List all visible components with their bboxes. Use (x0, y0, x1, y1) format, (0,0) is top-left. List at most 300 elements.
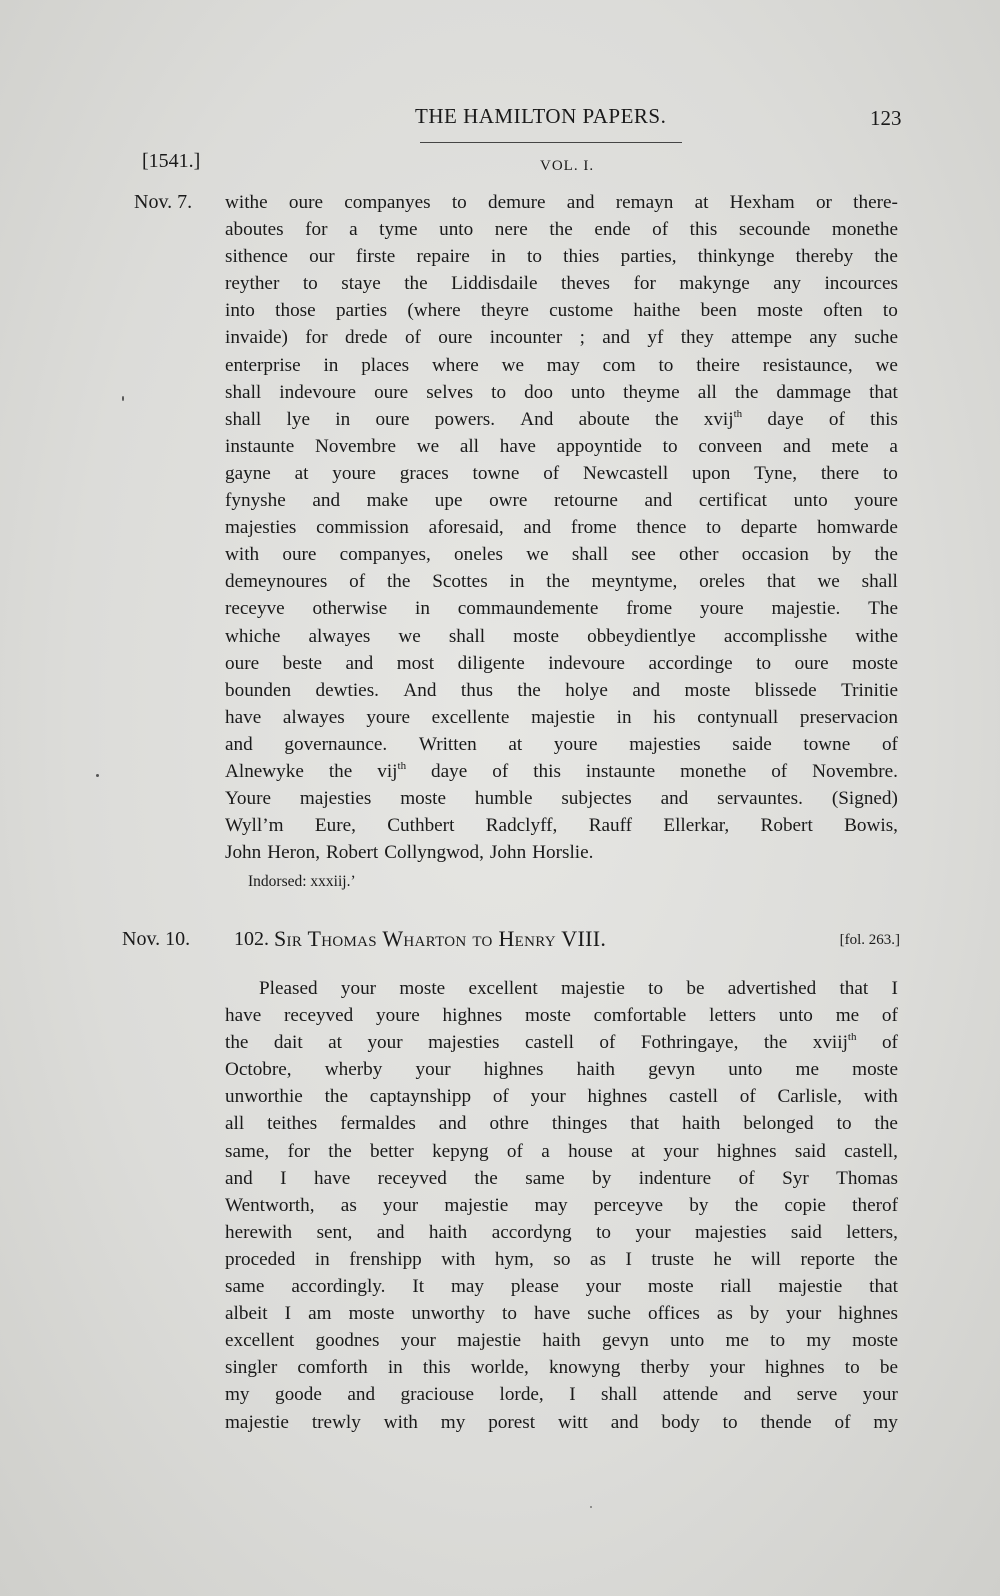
word: the (225, 1032, 249, 1054)
word: thinges (551, 1113, 608, 1135)
word: copie (784, 1194, 826, 1216)
word: at (508, 733, 523, 755)
word: the (874, 246, 898, 268)
word: a (889, 435, 898, 457)
word: John (225, 842, 262, 864)
word: am (308, 1303, 332, 1325)
word: as (340, 1194, 357, 1216)
word: and (376, 1221, 405, 1243)
word: I (284, 1303, 292, 1325)
word: obbeydientlye (587, 625, 696, 647)
word: majestie. (771, 598, 841, 620)
word: unto (778, 1005, 813, 1027)
word: indenture (638, 1167, 712, 1189)
word: of (652, 219, 669, 241)
word: moste (400, 788, 447, 810)
word: Tyne, (754, 462, 798, 484)
word: com (602, 354, 636, 376)
word: incources (824, 273, 898, 295)
word: worlde, (470, 1357, 529, 1379)
word: by (592, 1167, 612, 1189)
word: castell, (844, 1140, 898, 1162)
word: and (632, 679, 661, 701)
word: at (294, 462, 309, 484)
word: belonged (743, 1113, 814, 1135)
word: oure (225, 652, 260, 674)
word: Thomas (836, 1167, 898, 1189)
word: whiche (225, 625, 281, 647)
word: your (862, 1384, 898, 1406)
text-line (225, 324, 898, 351)
word: sithence (225, 246, 288, 268)
word: Rauff (588, 815, 633, 837)
word: Ellerkar, (663, 815, 730, 837)
word: of (599, 1032, 616, 1054)
word: upe (434, 490, 463, 512)
word: your (709, 1357, 745, 1379)
word: therof (852, 1194, 898, 1216)
word: the (874, 1113, 898, 1135)
word: and (610, 1411, 639, 1433)
word: most (396, 652, 435, 674)
word: have (225, 1005, 262, 1027)
word: instaunte (225, 435, 295, 457)
word: porest (488, 1411, 536, 1433)
word: albeit (225, 1303, 268, 1325)
word: shall (861, 571, 898, 593)
word: indevoure (548, 652, 625, 674)
word: majesties (695, 1221, 767, 1243)
word: that (630, 1113, 660, 1135)
word: have (533, 1303, 571, 1325)
word: majestie (778, 1276, 843, 1298)
word: the (763, 1032, 788, 1054)
folio-reference: [fol. 263.] (839, 932, 900, 948)
superscript: th (847, 1031, 857, 1044)
text-line (225, 1273, 898, 1300)
word: demure (488, 192, 546, 213)
word: oure (374, 381, 409, 403)
word: nere (494, 219, 528, 241)
word: at (328, 1032, 342, 1054)
word: unworthie (225, 1086, 303, 1108)
word: said (790, 1221, 822, 1243)
word: thus (460, 679, 493, 701)
word: of (771, 760, 788, 782)
word: to (491, 381, 507, 403)
word: and (660, 788, 689, 810)
word: shall (571, 544, 609, 566)
word: often (823, 300, 863, 322)
word: same (225, 1276, 265, 1298)
word: in (616, 706, 632, 728)
word: your (663, 1140, 699, 1162)
word: majestie (225, 1411, 289, 1433)
word: your (383, 1194, 419, 1216)
word: to (756, 652, 772, 674)
text-line (225, 785, 898, 812)
word: haith (428, 1221, 468, 1243)
word: youre (553, 733, 598, 755)
word: moste (757, 300, 803, 322)
word: to (302, 273, 318, 295)
word: xvij$^{th}$ (703, 407, 743, 430)
word: a (541, 1140, 550, 1162)
word: moste (399, 978, 446, 999)
word: he (713, 1248, 732, 1270)
word: drede (344, 327, 388, 349)
text-line (225, 1056, 898, 1083)
word: Written (418, 733, 477, 755)
word: Wentworth, (225, 1194, 315, 1216)
word: your (530, 1086, 566, 1108)
margin-mark (122, 396, 124, 401)
word: powers. (434, 408, 496, 430)
word: incounter (489, 327, 563, 349)
word: and (347, 1384, 376, 1406)
word: suche (854, 327, 898, 349)
word: majesties (629, 733, 701, 755)
text-line (225, 650, 898, 677)
word: (Signed) (831, 788, 898, 810)
word: offices (647, 1303, 700, 1325)
text-line (225, 568, 898, 595)
word: daye (431, 760, 468, 782)
word: castell (524, 1032, 574, 1054)
word: been (700, 300, 737, 322)
word: suche (587, 1303, 631, 1325)
word: all (225, 1113, 245, 1135)
word: reyther (225, 273, 280, 295)
word: Fothringaye, (640, 1032, 739, 1054)
word: gayne (225, 462, 271, 484)
word: makynge (679, 273, 750, 295)
word: at (631, 1140, 646, 1162)
word: this (533, 760, 561, 782)
word: I (625, 1248, 632, 1270)
word: highnes (587, 1086, 648, 1108)
word: highnes (483, 1059, 544, 1081)
word: Liddisdaile (451, 273, 538, 295)
text-line (225, 839, 898, 866)
word: of (738, 1167, 755, 1189)
text-line (225, 1246, 898, 1273)
word: in (314, 1248, 330, 1270)
word: my (806, 1330, 831, 1352)
word: moste (852, 652, 898, 674)
word: with (383, 1411, 418, 1433)
word: And (520, 408, 554, 430)
word: trewly (311, 1411, 361, 1433)
word: they (680, 327, 714, 349)
word: governaunce. (284, 733, 388, 755)
word: youre (376, 1005, 420, 1027)
word: the (386, 571, 411, 593)
word: companyes, (339, 544, 431, 566)
word: oreles (699, 571, 745, 593)
word: for (633, 273, 656, 295)
word: lye (286, 408, 310, 430)
word: upon (691, 462, 731, 484)
word: have (313, 1167, 351, 1189)
word: knowyng (548, 1357, 621, 1379)
word: majesties (428, 1032, 500, 1054)
word: moste (852, 1330, 898, 1352)
word: Syr (782, 1167, 809, 1189)
word: diligente (457, 652, 525, 674)
word: comforth (297, 1357, 368, 1379)
word: the (474, 1167, 498, 1189)
word: lorde, (499, 1384, 544, 1406)
text-line (225, 623, 898, 650)
word: firste (355, 246, 396, 268)
word: retourne (554, 490, 618, 512)
word: moste (348, 1303, 395, 1325)
word: Robert (760, 815, 813, 837)
word: certificat (698, 490, 767, 512)
word: the (404, 273, 428, 295)
word: kepyng (432, 1140, 489, 1162)
text-line (225, 216, 898, 243)
word: we (416, 435, 440, 457)
word: hym, (494, 1248, 534, 1270)
word: parties, (620, 246, 677, 268)
text-line (225, 1083, 898, 1110)
word: commaundemente (457, 598, 599, 620)
word: the (546, 571, 570, 593)
text-line (225, 541, 898, 568)
header-rule (420, 142, 682, 143)
text-line (225, 243, 898, 270)
word: witt (557, 1411, 588, 1433)
word: with (863, 1086, 898, 1108)
word: haithe (633, 300, 681, 322)
word: be (879, 1357, 898, 1379)
word: humble (474, 788, 533, 810)
word: at (694, 192, 709, 213)
word: I (891, 978, 898, 999)
word: this (870, 408, 898, 430)
text-line (225, 379, 898, 406)
volume-label: VOL. I. (540, 158, 595, 174)
word: blissede (754, 679, 817, 701)
word: owre (489, 490, 528, 512)
word: oure (438, 327, 473, 349)
word: haith (576, 1059, 616, 1081)
word: contynuall (697, 706, 779, 728)
word: alwayes (308, 625, 371, 647)
word: parties (335, 300, 388, 322)
word: to (706, 517, 722, 539)
text-line (225, 270, 898, 297)
word: fermaldes (340, 1113, 416, 1135)
word: the (734, 1194, 759, 1216)
word: dammage (776, 381, 852, 403)
text-line (225, 731, 898, 758)
word: Octobre, (225, 1059, 292, 1081)
word: meyntyme, (591, 571, 678, 593)
word: we (875, 354, 898, 376)
word: majestie (560, 978, 625, 999)
letter1-body (225, 189, 898, 866)
word: otherwise (312, 598, 388, 620)
word: beste (282, 652, 323, 674)
word: subjectes (561, 788, 632, 810)
word: frenshipp (349, 1248, 422, 1270)
word: we (526, 544, 549, 566)
word: gevyn (648, 1059, 696, 1081)
section-title: Sir Thomas Wharton to Henry VIII. (274, 926, 607, 951)
word: companyes (344, 192, 431, 213)
word: Wyll’m (225, 815, 284, 837)
word: serve (796, 1384, 838, 1406)
word: Trinitie (841, 679, 898, 701)
word: Carlisle, (777, 1086, 842, 1108)
word: resistaunce, (762, 354, 853, 376)
word: that (869, 381, 898, 403)
word: shall (225, 381, 262, 403)
word: othre (489, 1113, 529, 1135)
word: I (280, 1167, 287, 1189)
word: have (225, 706, 262, 728)
word: in (490, 246, 506, 268)
word: a (349, 219, 358, 241)
word: aboute (578, 408, 630, 430)
word: body (661, 1411, 700, 1433)
word: in (414, 598, 430, 620)
word: and (782, 435, 811, 457)
word: shall (601, 1384, 638, 1406)
text-line (225, 1002, 898, 1029)
running-head (0, 104, 1000, 134)
word: majestie (444, 1194, 509, 1216)
word: Pleased (259, 978, 318, 999)
word: moste (852, 1059, 898, 1081)
word: preservacion (799, 706, 898, 728)
word: shall (225, 408, 262, 430)
word: Hexham (729, 192, 795, 213)
text-line (225, 1327, 898, 1354)
word: vij$^{th}$ (377, 759, 407, 782)
word: we (817, 571, 840, 593)
word: there- (853, 192, 898, 213)
word: our (309, 246, 335, 268)
word: ; (579, 327, 585, 349)
word: staye (341, 273, 381, 295)
word: your (635, 1221, 671, 1243)
running-title: THE HAMILTON PAPERS. (415, 104, 667, 128)
word: my (225, 1384, 250, 1406)
word: shall (448, 625, 486, 647)
word: excellent (468, 978, 538, 999)
word: receyved (284, 1005, 354, 1027)
word: that (839, 978, 869, 999)
text-line (225, 297, 898, 324)
word: letters, (846, 1221, 898, 1243)
word: his (653, 706, 676, 728)
word: majesties (225, 517, 297, 539)
word: there (820, 462, 860, 484)
word: all (697, 381, 717, 403)
superscript: th (733, 407, 743, 420)
word: doo (524, 381, 553, 403)
word: any (809, 327, 837, 349)
word: Collyngwod, (384, 842, 484, 864)
text-line (225, 1300, 898, 1327)
word: repaire (416, 246, 470, 268)
word: this (689, 219, 718, 241)
word: for (287, 1140, 310, 1162)
word: bounden (225, 679, 292, 701)
word: withe (855, 625, 898, 647)
word: Eure, (314, 815, 356, 837)
word: any (773, 273, 801, 295)
word: my (440, 1411, 466, 1433)
text-line (225, 1110, 898, 1137)
paper-speck (590, 1506, 592, 1508)
word: places (361, 354, 410, 376)
word: oure (288, 192, 323, 213)
word: herewith (225, 1221, 293, 1243)
word: youre (332, 462, 376, 484)
word: demeynoures (225, 571, 328, 593)
text-line (225, 1381, 898, 1408)
word: for (305, 327, 328, 349)
word: Youre (225, 788, 272, 810)
text-line (225, 1138, 898, 1165)
word: to (502, 1303, 517, 1325)
word: that (869, 1276, 898, 1298)
word: have (499, 435, 536, 457)
word: Radclyff, (485, 815, 558, 837)
word: where (431, 354, 479, 376)
word: and (312, 490, 341, 512)
word: and (602, 327, 630, 349)
word: may (450, 1276, 485, 1298)
word: oure (282, 544, 317, 566)
word: appoyntide (556, 435, 642, 457)
word: singler (225, 1357, 278, 1379)
word: selves (426, 381, 474, 403)
word: my (873, 1411, 898, 1433)
word: of (739, 1086, 756, 1108)
word: gevyn (601, 1330, 649, 1352)
word: the (328, 1140, 352, 1162)
text-line (225, 704, 898, 731)
word: of (492, 760, 509, 782)
word: xviij$^{th}$ (812, 1031, 857, 1054)
word: unworthy (411, 1303, 485, 1325)
word: oure (375, 408, 410, 430)
word: your (400, 1330, 436, 1352)
word: of (881, 1032, 898, 1054)
word: to (648, 978, 664, 999)
text-line (225, 1192, 898, 1219)
word: said (794, 1140, 826, 1162)
word: to (844, 1357, 860, 1379)
word: of (881, 733, 898, 755)
word: indevoure (279, 381, 357, 403)
word: alwayes (282, 706, 345, 728)
word: custome (549, 300, 614, 322)
word: to (658, 354, 674, 376)
word: me (795, 1059, 819, 1081)
word: secounde (738, 219, 811, 241)
text-line (225, 595, 898, 622)
word: I (569, 1384, 576, 1406)
word: tyme (379, 219, 418, 241)
word: highnes (838, 1303, 898, 1325)
